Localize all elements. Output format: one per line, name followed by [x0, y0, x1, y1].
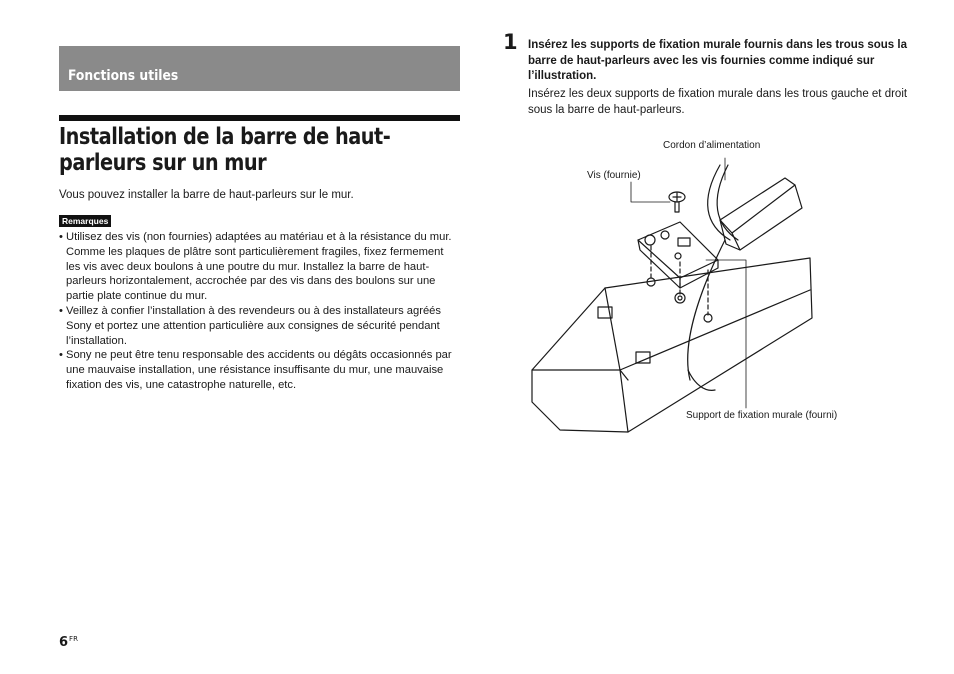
leader-bracket	[706, 260, 746, 408]
section-title: Fonctions utiles	[68, 68, 179, 84]
language-code: FR	[69, 635, 78, 643]
remark-item: • Veillez à confier l’installation à des revendeurs ou à des installateurs agréés Sony et portez une attention particulière aux consignes de sécurité pendant l’installation.	[59, 304, 459, 348]
label-bracket: Support de fixation murale (fourni)	[686, 410, 838, 421]
remark-item: • Utilisez des vis (non fournies) adaptées au matériau et à la résistance du mur. Comme les plaques de plâtre sont particulièrement fragiles, fixez fermement les vis avec deux boulons à une poutre du mur. Installez la barre de haut-parleurs horizontalement, accrochée par des vis dans des boulons sur une partie plate continue du mur.	[59, 230, 459, 304]
label-power-cord: Cordon d’alimentation	[663, 140, 761, 151]
intro-text: Vous pouvez installer la barre de haut-parleurs sur le mur.	[59, 189, 354, 201]
wall-bracket-illustration	[520, 130, 840, 440]
step-number: 1	[503, 30, 518, 54]
remarks-badge: Remarques	[59, 215, 111, 227]
section-header	[59, 46, 460, 91]
hole-right	[636, 352, 650, 363]
label-screw: Vis (fournie)	[587, 170, 641, 181]
page-number-value: 6	[59, 635, 69, 650]
remarks-list	[59, 230, 459, 393]
step-detail: Insérez les deux supports de fixation murale dans les trous gauche et droit sous la barre de haut-parleurs.	[528, 88, 908, 116]
power-cord	[708, 165, 730, 240]
page-number	[59, 635, 78, 650]
bracket	[638, 222, 718, 278]
remark-item: • Sony ne peut être tenu responsable des accidents ou dégâts occasionnés par une mauvaise installation, une résistance insuffisante du mur, une mauvaise fixation des vis, une catastrophe naturelle, etc.	[59, 348, 459, 392]
speaker-bar-top-edge	[605, 288, 628, 432]
step-instruction: Insérez les supports de fixation murale fournis dans les trous sous la barre de haut-parleurs avec les vis fournies comme indiqué sur l’illustration.	[528, 39, 907, 82]
speaker-bar-outline	[532, 258, 812, 432]
title-rule	[59, 115, 460, 121]
page-title: Installation de la barre de haut-parleurs sur un mur	[59, 124, 391, 176]
leader-screw	[631, 182, 670, 202]
